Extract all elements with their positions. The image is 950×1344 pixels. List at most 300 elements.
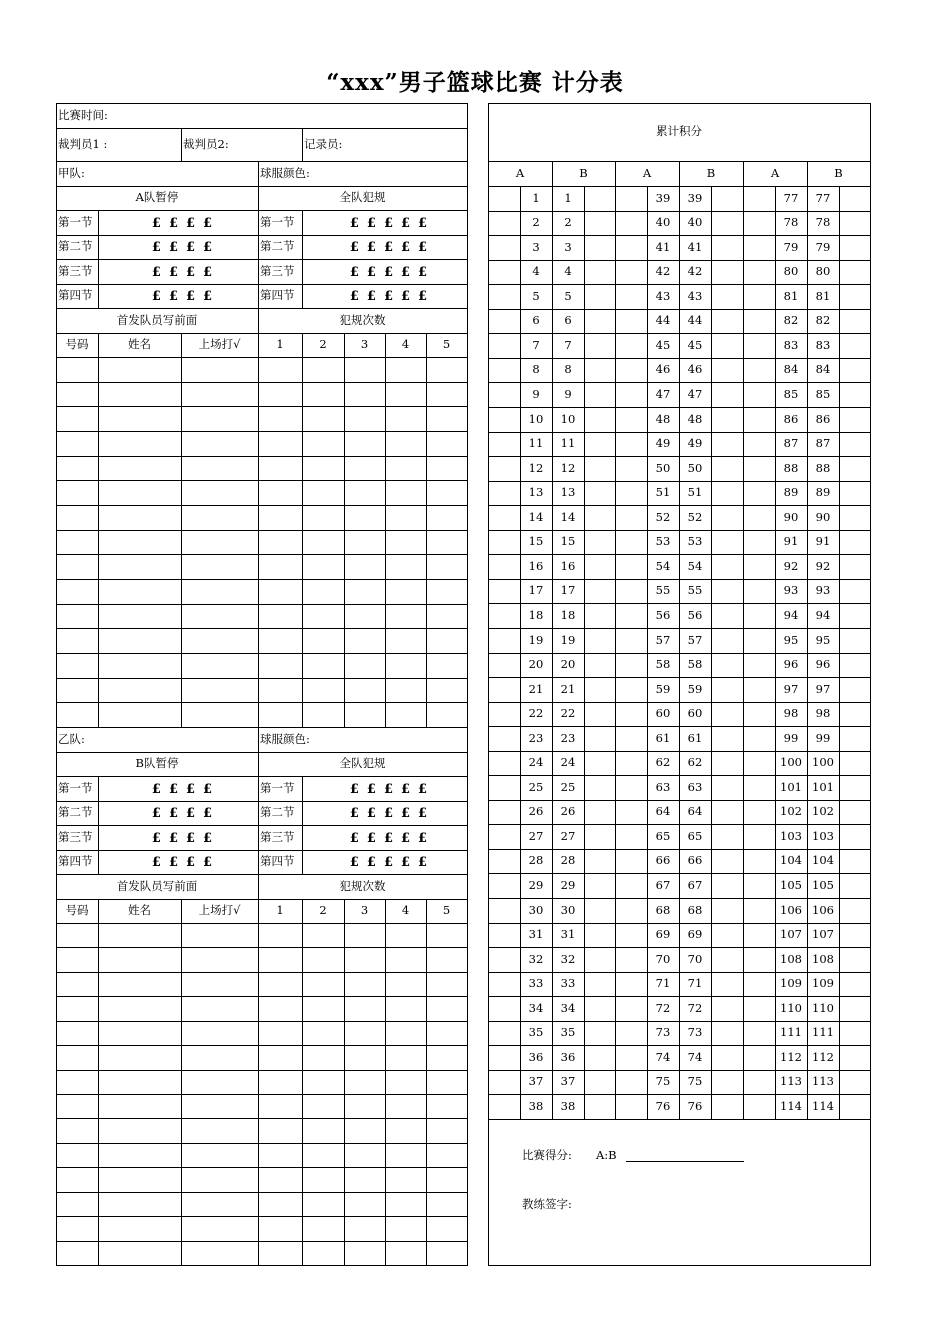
score-number-a[interactable]: 36 (528, 1050, 544, 1064)
score-number-a[interactable]: 12 (528, 461, 544, 475)
score-number-a[interactable]: 54 (655, 559, 671, 573)
score-number-b[interactable]: 33 (560, 976, 576, 990)
score-number-b[interactable]: 10 (560, 412, 576, 426)
player-row-line (56, 1241, 468, 1242)
final-score-blank[interactable] (626, 1161, 744, 1162)
score-number-b[interactable]: 58 (687, 657, 703, 671)
score-number-b[interactable]: 47 (687, 387, 703, 401)
final-score-ab: A:B (596, 1148, 617, 1162)
score-number-b[interactable]: 88 (815, 461, 831, 475)
score-number-a[interactable]: 29 (528, 878, 544, 892)
score-number-a[interactable]: 76 (655, 1099, 671, 1113)
score-number-a[interactable]: 17 (528, 583, 544, 597)
score-number-a[interactable]: 100 (780, 755, 802, 769)
running-score-header: 累计积分 (656, 124, 702, 138)
score-number-a[interactable]: 101 (780, 780, 802, 794)
foul-checkboxes[interactable]: £££££ (349, 831, 436, 846)
score-number-a[interactable]: 86 (783, 412, 799, 426)
score-number-a[interactable]: 102 (780, 804, 802, 818)
score-number-a[interactable]: 112 (780, 1050, 802, 1064)
score-number-a[interactable]: 62 (655, 755, 671, 769)
score-number-a[interactable]: 95 (783, 633, 799, 647)
score-number-b[interactable]: 38 (560, 1099, 576, 1113)
score-number-a[interactable]: 35 (528, 1025, 544, 1039)
score-number-b[interactable]: 98 (815, 706, 831, 720)
score-number-b[interactable]: 2 (564, 215, 572, 229)
foul-checkboxes[interactable]: £££££ (349, 216, 436, 231)
score-number-a[interactable]: 110 (780, 1001, 802, 1015)
foul-number-header: 2 (319, 337, 327, 351)
score-number-a[interactable]: 55 (655, 583, 671, 597)
col-number-header: 号码 (65, 337, 89, 351)
score-number-a[interactable]: 16 (528, 559, 544, 573)
score-number-a[interactable]: 65 (655, 829, 671, 843)
player-row-line (56, 431, 468, 432)
jersey-color-label: 球服颜色: (260, 732, 310, 746)
score-number-b[interactable]: 105 (812, 878, 834, 892)
period-label: 第四节 (58, 854, 93, 868)
foul-checkboxes[interactable]: £££££ (349, 782, 436, 797)
score-number-a[interactable]: 28 (528, 853, 544, 867)
period-label: 第四节 (58, 288, 93, 302)
foul-number-header: 3 (360, 337, 369, 351)
player-row-line (56, 480, 468, 481)
score-col-line (743, 186, 744, 1120)
score-number-b[interactable]: 78 (815, 215, 831, 229)
score-number-b[interactable]: 72 (687, 1001, 703, 1015)
score-number-a[interactable]: 19 (528, 633, 544, 647)
score-number-a[interactable]: 87 (783, 436, 799, 450)
score-number-b[interactable]: 77 (815, 191, 831, 205)
grid-line (56, 357, 468, 358)
score-number-b[interactable]: 4 (564, 264, 572, 278)
foul-number-header: 4 (401, 903, 410, 917)
score-number-b[interactable]: 17 (560, 583, 576, 597)
score-number-a[interactable]: 69 (655, 927, 671, 941)
score-number-b[interactable]: 107 (812, 927, 834, 941)
score-number-a[interactable]: 64 (655, 804, 671, 818)
score-number-b[interactable]: 102 (812, 804, 834, 818)
score-number-b[interactable]: 6 (564, 313, 572, 327)
score-number-a[interactable]: 56 (655, 608, 671, 622)
score-number-b[interactable]: 7 (564, 338, 572, 352)
score-number-b[interactable]: 57 (687, 633, 703, 647)
foul-checkboxes[interactable]: £££££ (349, 265, 436, 280)
referee2-label: 裁判员2: (183, 137, 229, 151)
score-number-a[interactable]: 53 (655, 534, 671, 548)
score-number-a[interactable]: 66 (655, 853, 671, 867)
score-number-a[interactable]: 33 (528, 976, 544, 990)
score-number-b[interactable]: 30 (560, 903, 576, 917)
timeout-checkboxes[interactable]: ££££ (151, 289, 221, 304)
score-number-a[interactable]: 1 (532, 191, 540, 205)
score-number-b[interactable]: 79 (815, 240, 831, 254)
score-number-a[interactable]: 43 (655, 289, 671, 303)
score-number-a[interactable]: 26 (528, 804, 544, 818)
score-number-a[interactable]: 42 (655, 264, 671, 278)
score-number-a[interactable]: 48 (655, 412, 671, 426)
score-number-a[interactable]: 92 (783, 559, 799, 573)
score-number-a[interactable]: 4 (532, 264, 540, 278)
score-number-a[interactable]: 111 (780, 1025, 802, 1039)
team-foul-header: 全队犯规 (339, 190, 386, 204)
grid-line (302, 128, 303, 162)
score-number-a[interactable]: 74 (655, 1050, 671, 1064)
score-number-b[interactable]: 21 (560, 682, 576, 696)
score-number-b[interactable]: 83 (815, 338, 831, 352)
score-number-a[interactable]: 99 (783, 731, 799, 745)
score-col-line (615, 186, 616, 1120)
score-number-a[interactable]: 84 (783, 362, 799, 376)
score-number-b[interactable]: 80 (815, 264, 831, 278)
score-number-b[interactable]: 3 (564, 240, 572, 254)
timeout-checkboxes[interactable]: ££££ (151, 855, 221, 870)
left-panel-left-border (56, 103, 57, 1266)
score-number-b[interactable]: 9 (564, 387, 572, 401)
score-number-b[interactable]: 106 (812, 903, 834, 917)
score-number-b[interactable]: 82 (815, 313, 831, 327)
score-number-b[interactable]: 32 (560, 952, 576, 966)
score-number-b[interactable]: 8 (564, 362, 572, 376)
period-label: 第一节 (260, 781, 295, 795)
score-number-b[interactable]: 31 (560, 927, 576, 941)
score-number-a[interactable]: 114 (780, 1099, 802, 1113)
score-number-b[interactable]: 34 (560, 1001, 576, 1015)
foul-number-header: 1 (276, 903, 284, 917)
score-number-a[interactable]: 67 (655, 878, 671, 892)
score-number-a[interactable]: 10 (528, 412, 544, 426)
score-number-a[interactable]: 59 (655, 682, 671, 696)
score-number-a[interactable]: 38 (528, 1099, 544, 1113)
score-number-a[interactable]: 107 (780, 927, 802, 941)
player-col-line (258, 923, 259, 1266)
score-number-a[interactable]: 5 (532, 289, 540, 303)
score-number-a[interactable]: 63 (655, 780, 671, 794)
grid-line (56, 727, 468, 728)
score-number-b[interactable]: 69 (687, 927, 703, 941)
score-number-a[interactable]: 89 (783, 485, 799, 499)
score-col-line (711, 186, 712, 1120)
score-number-b[interactable]: 49 (687, 436, 703, 450)
score-number-b[interactable]: 76 (687, 1099, 703, 1113)
player-col-line (426, 357, 427, 728)
score-number-b[interactable]: 35 (560, 1025, 576, 1039)
score-number-a[interactable]: 40 (655, 215, 671, 229)
score-number-b[interactable]: 92 (815, 559, 831, 573)
score-number-b[interactable]: 81 (815, 289, 831, 303)
score-number-b[interactable]: 110 (812, 1001, 834, 1015)
score-number-b[interactable]: 15 (560, 534, 576, 548)
score-number-b[interactable]: 90 (815, 510, 831, 524)
player-col-line (181, 923, 182, 1266)
score-number-b[interactable]: 27 (560, 829, 576, 843)
score-number-a[interactable]: 34 (528, 1001, 544, 1015)
score-number-a[interactable]: 51 (655, 485, 671, 499)
score-number-a[interactable]: 78 (783, 215, 799, 229)
score-number-a[interactable]: 31 (528, 927, 544, 941)
score-number-b[interactable]: 108 (812, 952, 834, 966)
score-number-a[interactable]: 52 (655, 510, 671, 524)
foul-count-header: 犯规次数 (339, 313, 386, 327)
score-number-a[interactable]: 83 (783, 338, 799, 352)
foul-checkboxes[interactable]: £££££ (349, 855, 436, 870)
score-number-b[interactable]: 66 (687, 853, 703, 867)
score-number-a[interactable]: 91 (783, 534, 799, 548)
score-number-b[interactable]: 54 (687, 559, 703, 573)
score-column-header: B (706, 166, 716, 180)
score-number-b[interactable]: 61 (687, 731, 703, 745)
score-number-a[interactable]: 90 (783, 510, 799, 524)
score-number-a[interactable]: 18 (528, 608, 544, 622)
foul-number-header: 5 (442, 903, 451, 917)
right-panel-right-border (870, 103, 871, 1266)
score-number-a[interactable]: 20 (528, 657, 544, 671)
score-number-b[interactable]: 19 (560, 633, 576, 647)
score-number-b[interactable]: 48 (687, 412, 703, 426)
score-number-b[interactable]: 75 (687, 1074, 703, 1088)
score-number-b[interactable]: 14 (560, 510, 576, 524)
score-number-b[interactable]: 39 (687, 191, 703, 205)
col-name-header: 姓名 (128, 337, 151, 351)
score-number-a[interactable]: 71 (655, 976, 671, 990)
score-number-b[interactable]: 114 (812, 1099, 834, 1113)
score-number-a[interactable]: 8 (532, 362, 540, 376)
score-number-b[interactable]: 113 (812, 1074, 834, 1088)
timeout-checkboxes[interactable]: ££££ (151, 216, 221, 231)
player-col-line (258, 357, 259, 728)
score-number-a[interactable]: 73 (655, 1025, 671, 1039)
score-number-b[interactable]: 43 (687, 289, 703, 303)
score-number-a[interactable]: 21 (528, 682, 544, 696)
score-number-b[interactable]: 100 (812, 755, 834, 769)
score-number-b[interactable]: 22 (560, 706, 576, 720)
score-number-b[interactable]: 26 (560, 804, 576, 818)
player-row-line (56, 947, 468, 948)
foul-checkboxes[interactable]: £££££ (349, 240, 436, 255)
player-col-line (302, 923, 303, 1266)
score-number-b[interactable]: 40 (687, 215, 703, 229)
score-number-b[interactable]: 1 (564, 191, 572, 205)
score-number-b[interactable]: 101 (812, 780, 834, 794)
score-number-b[interactable]: 51 (687, 485, 703, 499)
score-number-a[interactable]: 77 (783, 191, 799, 205)
player-row-line (56, 604, 468, 605)
score-number-a[interactable]: 41 (655, 240, 671, 254)
score-number-b[interactable]: 104 (812, 853, 834, 867)
score-number-a[interactable]: 96 (783, 657, 799, 671)
score-number-b[interactable]: 84 (815, 362, 831, 376)
score-number-b[interactable]: 70 (687, 952, 703, 966)
player-row-line (56, 1021, 468, 1022)
score-number-a[interactable]: 58 (655, 657, 671, 671)
score-number-a[interactable]: 6 (532, 313, 540, 327)
score-number-b[interactable]: 55 (687, 583, 703, 597)
score-number-b[interactable]: 63 (687, 780, 703, 794)
score-number-b[interactable]: 36 (560, 1050, 576, 1064)
score-number-b[interactable]: 97 (815, 682, 831, 696)
grid-line (56, 128, 468, 129)
period-label: 第二节 (58, 239, 93, 253)
foul-count-header: 犯规次数 (339, 879, 386, 893)
score-number-a[interactable]: 80 (783, 264, 799, 278)
score-number-a[interactable]: 44 (655, 313, 671, 327)
score-number-a[interactable]: 46 (655, 362, 671, 376)
grid-line (181, 128, 182, 162)
period-label: 第一节 (58, 781, 93, 795)
score-number-b[interactable]: 5 (564, 289, 572, 303)
score-number-b[interactable]: 45 (687, 338, 703, 352)
score-number-b[interactable]: 12 (560, 461, 576, 475)
period-label: 第三节 (260, 264, 295, 278)
score-number-a[interactable]: 22 (528, 706, 544, 720)
score-number-a[interactable]: 61 (655, 731, 671, 745)
score-number-b[interactable]: 59 (687, 682, 703, 696)
score-number-a[interactable]: 97 (783, 682, 799, 696)
score-number-b[interactable]: 29 (560, 878, 576, 892)
score-number-a[interactable]: 93 (783, 583, 799, 597)
score-number-a[interactable]: 75 (655, 1074, 671, 1088)
score-number-a[interactable]: 47 (655, 387, 671, 401)
score-number-b[interactable]: 50 (687, 461, 703, 475)
score-number-b[interactable]: 44 (687, 313, 703, 327)
score-number-b[interactable]: 23 (560, 731, 576, 745)
timeout-checkboxes[interactable]: ££££ (151, 240, 221, 255)
player-row-line (56, 406, 468, 407)
score-number-a[interactable]: 108 (780, 952, 802, 966)
grid-line (56, 825, 468, 826)
foul-checkboxes[interactable]: £££££ (349, 289, 436, 304)
score-number-a[interactable]: 72 (655, 1001, 671, 1015)
score-number-a[interactable]: 68 (655, 903, 671, 917)
score-number-a[interactable]: 106 (780, 903, 802, 917)
score-number-a[interactable]: 45 (655, 338, 671, 352)
timeout-header: B队暂停 (135, 756, 179, 770)
score-number-a[interactable]: 14 (528, 510, 544, 524)
score-number-b[interactable]: 94 (815, 608, 831, 622)
score-number-a[interactable]: 94 (783, 608, 799, 622)
score-number-a[interactable]: 32 (528, 952, 544, 966)
grid-line (56, 308, 468, 309)
score-number-a[interactable]: 85 (783, 387, 799, 401)
period-label: 第二节 (260, 239, 295, 253)
score-number-b[interactable]: 67 (687, 878, 703, 892)
score-number-a[interactable]: 11 (528, 436, 544, 450)
score-number-a[interactable]: 103 (780, 829, 802, 843)
score-number-b[interactable]: 99 (815, 731, 831, 745)
score-number-b[interactable]: 42 (687, 264, 703, 278)
right-panel-left-border (488, 103, 489, 1266)
score-number-a[interactable]: 3 (532, 240, 540, 254)
score-number-a[interactable]: 82 (783, 313, 799, 327)
score-number-a[interactable]: 9 (532, 387, 540, 401)
score-number-a[interactable]: 98 (783, 706, 799, 720)
score-number-b[interactable]: 87 (815, 436, 831, 450)
score-number-a[interactable]: 81 (783, 289, 799, 303)
score-number-b[interactable]: 18 (560, 608, 576, 622)
score-number-b[interactable]: 68 (687, 903, 703, 917)
score-number-b[interactable]: 52 (687, 510, 703, 524)
score-number-a[interactable]: 39 (655, 191, 671, 205)
score-number-a[interactable]: 60 (655, 706, 671, 720)
player-col-line (344, 923, 345, 1266)
timeout-checkboxes[interactable]: ££££ (151, 265, 221, 280)
period-label: 第三节 (260, 830, 295, 844)
timeout-checkboxes[interactable]: ££££ (151, 782, 221, 797)
timeout-checkboxes[interactable]: ££££ (151, 831, 221, 846)
score-number-a[interactable]: 104 (780, 853, 802, 867)
score-number-b[interactable]: 28 (560, 853, 576, 867)
score-number-a[interactable]: 2 (532, 215, 540, 229)
foul-checkboxes[interactable]: £££££ (349, 806, 436, 821)
score-number-b[interactable]: 65 (687, 829, 703, 843)
score-number-a[interactable]: 88 (783, 461, 799, 475)
score-number-a[interactable]: 50 (655, 461, 671, 475)
score-number-b[interactable]: 112 (812, 1050, 834, 1064)
score-number-b[interactable]: 41 (687, 240, 703, 254)
score-number-b[interactable]: 20 (560, 657, 576, 671)
score-number-b[interactable]: 103 (812, 829, 834, 843)
score-number-a[interactable]: 13 (528, 485, 544, 499)
score-number-b[interactable]: 11 (560, 436, 576, 450)
score-number-a[interactable]: 25 (528, 780, 544, 794)
period-label: 第四节 (260, 288, 295, 302)
score-number-b[interactable]: 85 (815, 387, 831, 401)
score-number-a[interactable]: 79 (783, 240, 799, 254)
score-number-b[interactable]: 37 (560, 1074, 576, 1088)
score-number-b[interactable]: 89 (815, 485, 831, 499)
player-col-line (98, 357, 99, 728)
score-number-a[interactable]: 70 (655, 952, 671, 966)
score-number-a[interactable]: 24 (528, 755, 544, 769)
score-number-b[interactable]: 111 (812, 1025, 834, 1039)
score-number-b[interactable]: 46 (687, 362, 703, 376)
score-number-a[interactable]: 109 (780, 976, 802, 990)
score-number-b[interactable]: 16 (560, 559, 576, 573)
period-label: 第一节 (58, 215, 93, 229)
timeout-checkboxes[interactable]: ££££ (151, 806, 221, 821)
score-number-a[interactable]: 23 (528, 731, 544, 745)
score-number-a[interactable]: 57 (655, 633, 671, 647)
score-number-b[interactable]: 71 (687, 976, 703, 990)
score-number-a[interactable]: 49 (655, 436, 671, 450)
score-number-b[interactable]: 86 (815, 412, 831, 426)
score-column-header: B (834, 166, 843, 180)
score-number-b[interactable]: 64 (687, 804, 703, 818)
score-number-b[interactable]: 53 (687, 534, 703, 548)
score-number-b[interactable]: 91 (815, 534, 831, 548)
score-number-a[interactable]: 113 (780, 1074, 802, 1088)
score-number-b[interactable]: 96 (815, 657, 831, 671)
score-number-a[interactable]: 105 (780, 878, 802, 892)
score-number-b[interactable]: 93 (815, 583, 831, 597)
score-number-b[interactable]: 13 (560, 485, 576, 499)
score-number-a[interactable]: 7 (532, 338, 540, 352)
score-number-b[interactable]: 25 (560, 780, 576, 794)
score-number-a[interactable]: 15 (528, 534, 544, 548)
score-number-a[interactable]: 37 (528, 1074, 544, 1088)
score-number-b[interactable]: 24 (560, 755, 576, 769)
score-number-b[interactable]: 62 (687, 755, 703, 769)
player-row-line (56, 1094, 468, 1095)
score-number-b[interactable]: 56 (687, 608, 703, 622)
score-number-a[interactable]: 27 (528, 829, 544, 843)
score-number-b[interactable]: 95 (815, 633, 831, 647)
score-number-b[interactable]: 109 (812, 976, 834, 990)
score-number-b[interactable]: 73 (687, 1025, 703, 1039)
score-number-b[interactable]: 60 (687, 706, 703, 720)
score-number-a[interactable]: 30 (528, 903, 544, 917)
score-number-b[interactable]: 74 (687, 1050, 703, 1064)
